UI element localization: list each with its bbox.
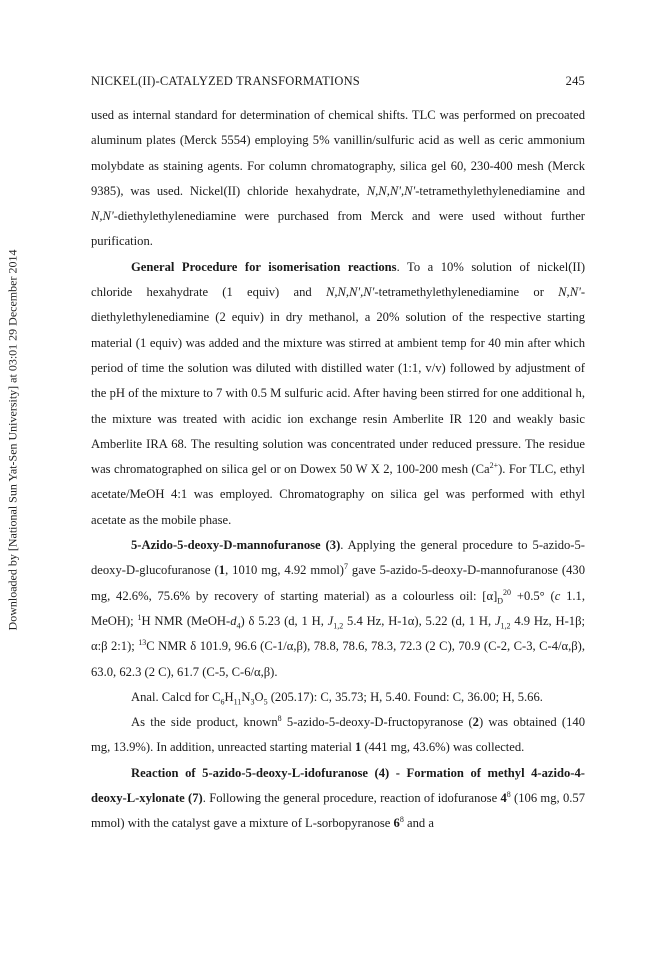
- mannofuranose-paragraph: 5-Azido-5-deoxy-D-mannofuranose (3). Applying the general procedure to 5-azido-5-deoxy-D-glucofuranose (1, 1010 mg, 4.92 mmol)$^7$ gave 5-azido-5-deoxy-D-mannofuranose (430 mg, 42.6%, 75.6% by recovery of starting material) as a colourless oil: $[\alpha]_D^{20} +0.5^\circ$ (c 1.1, MeOH); $^1$H NMR $(MeOH-d_4)$ δ 5.23 (d, 1 H, $J_{1,2}$ 5.4 Hz, H-1α), 5.22 (d, 1 H, $J_{1,2}$ 4.9 Hz, H-1β; α:β 2:1); $^{13}$C NMR δ 101.9, 96.6 (C-1/α,β), 78.8, 78.6, 78.3, 72.3 (2 C), 70.9 (C-2, C-3, C-4/α,β), 63.0, 62.3 (2 C), 61.7 (C-5, C-6/α,β).: [91, 538, 586, 679]
- general-procedure-paragraph: General Procedure for isomerisation reactions. To a 10% solution of nickel(II) chloride hexahydrate (1 equiv) and N,N,N',N'-tetramethylethylenediamine or N,N'-diethylethylenediamine (2 equiv) in dry methanol, a 20% solution of the respective starting material (1 equiv) was added and the mixture was stirred at ambient temp for 40 min after which period of time the solution was diluted with distilled water (1:1, v/v) followed by adjustment of the pH of the mixture to 7 with 0.5 M sulfuric acid. After having been stirred for one additional h, the mixture was treated with acidic ion exchange resin Amberlite IR 120 and weakly basic Amberlite IRA 68. The resulting solution was concentrated under reduced pressure. The residue was chromatographed on silica gel or on Dowex 50 W X 2, 100-200 mesh $(Ca^{2+})$. For TLC, ethyl acetate/MeOH 4:1 was employed. Chromatography on silica gel was performed with ethyl acetate as the mobile phase.: [91, 259, 586, 527]
- side-product-paragraph: As the side product, known$^8$ 5-azido-5-deoxy-D-fructopyranose (2) was obtained (140 mg, 13.9%). In addition, unreacted starting material 1 (441 mg, 43.6%) was collected.: [91, 713, 585, 755]
- running-title: NICKEL(II)-CATALYZED TRANSFORMATIONS: [91, 74, 360, 88]
- running-header: [91, 74, 585, 89]
- mannofuranose-heading: 5-Azido-5-deoxy-D-mannofuranose (3): [131, 538, 341, 553]
- download-watermark: [2, 180, 24, 700]
- journal-page: [91, 74, 585, 837]
- page-number: 245: [565, 74, 585, 88]
- general-procedure-heading: General Procedure for isomerisation reactions: [131, 259, 397, 274]
- idofuranose-heading: Reaction of 5-azido-5-deoxy-L-idofuranose (4) - Formation of methyl 4-azido-4-deoxy-L-xylonate (7): [91, 765, 585, 806]
- download-note: Downloaded by [National Sun Yat-Sen University] at 03:01 29 December 2014: [5, 249, 20, 631]
- experimental-paragraph: used as internal standard for determination of chemical shifts. TLC was performed on precoated aluminum plates (Merck 5554) employing 5% vanillin/sulfuric acid as well as ceric ammonium molybdate as staining agents. For column chromatography, silica gel 60, 230-400 mesh (Merck 9385), was used. Nickel(II) chloride hexahydrate, N,N,N',N'-tetramethylethylenediamine and N,N'-diethylethylenediamine were purchased from Merck and were used without further purification.: [91, 108, 585, 249]
- idofuranose-paragraph: Reaction of 5-azido-5-deoxy-L-idofuranose (4) - Formation of methyl 4-azido-4-deoxy-L-xylonate (7). Following the general procedure, reaction of idofuranose $4^8$ (106 mg, 0.57 mmol) with the catalyst gave a mixture of L-sorbopyranose $6^8$ and a: [91, 765, 585, 831]
- elemental-analysis-paragraph: Anal. Calcd for $C_6H_{11}N_3O_5$ (205.17): C, 35.73; H, 5.40. Found: C, 36.00; H, 5.66.: [131, 689, 543, 707]
